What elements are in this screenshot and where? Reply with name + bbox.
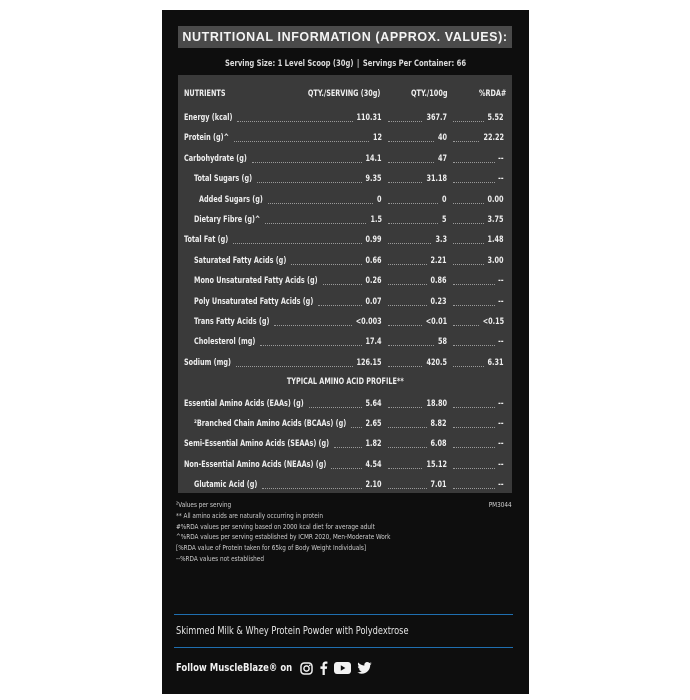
dotted-leader bbox=[309, 407, 362, 408]
nutrient-name: Total Fat (g) bbox=[184, 235, 229, 246]
qty-100g: 7.01 bbox=[430, 480, 447, 491]
dotted-leader bbox=[453, 366, 484, 367]
nutrient-name: Essential Amino Acids (EAAs) (g) bbox=[184, 398, 304, 409]
qty-100g: 40 bbox=[437, 133, 447, 144]
serving-separator: | bbox=[356, 59, 360, 69]
qty-100g: 18.80 bbox=[426, 398, 447, 409]
rda-value: 6.31 bbox=[487, 357, 504, 368]
table-row bbox=[178, 172, 512, 186]
dotted-leader bbox=[388, 468, 422, 469]
dotted-leader bbox=[234, 141, 369, 142]
footnote: #%RDA values per serving based on 2000 kcal diet for average adult bbox=[176, 521, 375, 531]
table-row bbox=[178, 356, 512, 370]
qty-serving: 126.15 bbox=[356, 357, 382, 368]
rda-value: 3.00 bbox=[487, 255, 504, 266]
header-qty-100g: QTY./100g bbox=[410, 89, 447, 99]
dotted-leader bbox=[236, 366, 353, 367]
dotted-leader bbox=[453, 488, 495, 489]
dotted-leader bbox=[331, 468, 362, 469]
header-rda: %RDA# bbox=[478, 89, 506, 99]
nutrient-name: Cholesterol (mg) bbox=[194, 337, 256, 348]
dotted-leader bbox=[453, 223, 484, 224]
dotted-leader bbox=[388, 284, 427, 285]
dotted-leader bbox=[237, 121, 352, 122]
table-row bbox=[178, 397, 512, 411]
qty-100g: 0.86 bbox=[430, 276, 447, 287]
qty-serving: 2.65 bbox=[365, 419, 382, 429]
qty-100g: 31.18 bbox=[426, 174, 447, 185]
nutrient-name: Non-Essential Amino Acids (NEAAs) (g) bbox=[184, 459, 327, 470]
dotted-leader bbox=[388, 182, 422, 183]
panel-title: NUTRITIONAL INFORMATION (APPROX. VALUES): bbox=[178, 26, 512, 48]
servings-per-container: Servings Per Container: 66 bbox=[362, 59, 467, 69]
table-row bbox=[178, 335, 512, 349]
dotted-leader bbox=[453, 427, 495, 428]
dotted-leader bbox=[453, 345, 495, 346]
footnote: ²Values per serving bbox=[176, 500, 232, 509]
qty-100g: 2.21 bbox=[430, 255, 447, 266]
table-row bbox=[178, 193, 512, 207]
qty-serving: 1.82 bbox=[365, 439, 382, 450]
dotted-leader bbox=[453, 305, 495, 306]
qty-serving: 17.4 bbox=[365, 337, 382, 348]
nutrient-name: Mono Unsaturated Fatty Acids (g) bbox=[194, 276, 318, 287]
dotted-leader bbox=[265, 223, 366, 224]
table-row bbox=[178, 254, 512, 268]
qty-serving: 0.66 bbox=[365, 255, 382, 266]
header-qty-serving: QTY./SERVING (30g) bbox=[307, 89, 380, 99]
qty-100g: 367.7 bbox=[426, 113, 447, 123]
dotted-leader bbox=[388, 325, 422, 326]
qty-serving: 4.54 bbox=[365, 459, 382, 470]
dotted-leader bbox=[388, 407, 422, 408]
table-row bbox=[178, 274, 512, 288]
qty-100g: 3.3 bbox=[435, 235, 447, 246]
table-row bbox=[178, 478, 512, 492]
footnote: [%RDA value of Protein taken for 65kg of Body Weight Individuals] bbox=[176, 543, 367, 553]
rda-value: 5.52 bbox=[487, 113, 504, 123]
nutrient-name: Dietary Fibre (g)^ bbox=[194, 215, 261, 225]
qty-serving: 0.99 bbox=[365, 235, 382, 246]
header-nutrients: NUTRIENTS bbox=[184, 89, 226, 99]
qty-100g: 47 bbox=[437, 153, 447, 164]
dotted-leader bbox=[388, 447, 427, 448]
nutrition-table bbox=[178, 75, 512, 493]
table-row bbox=[178, 315, 512, 329]
nutrient-name: Trans Fatty Acids (g) bbox=[194, 317, 270, 327]
footnote: --%RDA values not established bbox=[176, 553, 264, 563]
footnotes bbox=[176, 500, 516, 565]
rda-value: 1.48 bbox=[487, 235, 504, 246]
dotted-leader bbox=[334, 447, 362, 448]
follow-text: Follow MuscleBlaze® on bbox=[176, 662, 293, 674]
dotted-leader bbox=[388, 223, 438, 224]
dotted-leader bbox=[453, 203, 484, 204]
qty-100g: 6.08 bbox=[430, 439, 447, 450]
qty-100g: 5 bbox=[442, 215, 447, 225]
rda-value: 0.00 bbox=[487, 194, 504, 205]
rda-value: 22.22 bbox=[483, 133, 504, 144]
dotted-leader bbox=[388, 488, 427, 489]
dotted-leader bbox=[274, 325, 352, 326]
dotted-leader bbox=[453, 121, 484, 122]
table-row bbox=[178, 295, 512, 309]
dotted-leader bbox=[453, 407, 495, 408]
qty-100g: 0.23 bbox=[430, 296, 447, 307]
follow-section bbox=[176, 660, 378, 676]
nutrient-name: Total Sugars (g) bbox=[194, 174, 253, 185]
twitter-icon[interactable] bbox=[357, 662, 372, 674]
nutrition-panel bbox=[162, 10, 529, 694]
table-row bbox=[178, 417, 512, 431]
qty-serving: <0.003 bbox=[356, 317, 382, 327]
dotted-leader bbox=[257, 182, 362, 183]
table-row bbox=[178, 233, 512, 247]
nutrient-name: Carbohydrate (g) bbox=[184, 153, 247, 164]
nutrient-name: Added Sugars (g) bbox=[199, 194, 263, 205]
rda-value: -- bbox=[498, 398, 504, 409]
qty-serving: 2.10 bbox=[365, 480, 382, 491]
dotted-leader bbox=[318, 305, 362, 306]
table-row bbox=[178, 213, 512, 227]
table-row bbox=[178, 111, 512, 125]
dotted-leader bbox=[388, 345, 434, 346]
dotted-leader bbox=[291, 264, 362, 265]
rda-value: -- bbox=[498, 480, 504, 491]
dotted-leader bbox=[388, 366, 422, 367]
dotted-leader bbox=[453, 162, 495, 163]
dotted-leader bbox=[233, 243, 362, 244]
rda-value: <0.15 bbox=[482, 317, 504, 327]
dotted-leader bbox=[388, 203, 438, 204]
qty-serving: 14.1 bbox=[365, 153, 382, 164]
rda-value: 3.75 bbox=[487, 215, 504, 225]
dotted-leader bbox=[388, 141, 434, 142]
dotted-leader bbox=[453, 264, 484, 265]
footnote: ^%RDA values per serving established by ICMR 2020, Men-Moderate Work bbox=[176, 532, 391, 542]
rda-value: -- bbox=[498, 174, 504, 185]
qty-100g: <0.01 bbox=[425, 317, 447, 327]
table-row bbox=[178, 152, 512, 166]
nutrient-name: ²Branched Chain Amino Acids (BCAAs) (g) bbox=[194, 419, 347, 429]
qty-serving: 12 bbox=[372, 133, 382, 144]
qty-100g: 58 bbox=[437, 337, 447, 348]
dotted-leader bbox=[388, 427, 427, 428]
dotted-leader bbox=[388, 243, 431, 244]
footnote: ** All amino acids are naturally occurring in protein bbox=[176, 510, 323, 520]
nutrient-name: Saturated Fatty Acids (g) bbox=[194, 255, 287, 266]
qty-100g: 0 bbox=[442, 194, 447, 205]
dotted-leader bbox=[453, 447, 495, 448]
serving-size: Serving Size: 1 Level Scoop (30g) bbox=[224, 59, 354, 69]
qty-serving: 9.35 bbox=[365, 174, 382, 185]
nutrient-name: Semi-Essential Amino Acids (SEAAs) (g) bbox=[184, 439, 330, 450]
qty-100g: 8.82 bbox=[430, 419, 447, 429]
divider-bottom bbox=[174, 647, 513, 648]
product-code: PM3044 bbox=[489, 500, 512, 509]
dotted-leader bbox=[453, 182, 495, 183]
qty-100g: 420.5 bbox=[426, 357, 447, 368]
dotted-leader bbox=[262, 488, 362, 489]
serving-info bbox=[188, 59, 504, 69]
dotted-leader bbox=[323, 284, 362, 285]
qty-100g: 15.12 bbox=[426, 459, 447, 470]
table-header bbox=[178, 87, 512, 101]
nutrient-name: Sodium (mg) bbox=[184, 357, 231, 368]
facebook-icon[interactable] bbox=[319, 661, 328, 675]
table-row bbox=[178, 437, 512, 451]
qty-serving: 110.31 bbox=[356, 113, 382, 123]
qty-serving: 5.64 bbox=[365, 398, 382, 409]
dotted-leader bbox=[453, 243, 484, 244]
qty-serving: 0 bbox=[377, 194, 382, 205]
rda-value: -- bbox=[498, 337, 504, 348]
divider-top bbox=[174, 614, 513, 615]
dotted-leader bbox=[388, 162, 434, 163]
dotted-leader bbox=[453, 284, 495, 285]
rda-value: -- bbox=[498, 439, 504, 450]
dotted-leader bbox=[351, 427, 362, 428]
nutrient-name: Protein (g)^ bbox=[184, 133, 230, 144]
table-row bbox=[178, 458, 512, 472]
dotted-leader bbox=[260, 345, 362, 346]
dotted-leader bbox=[453, 468, 495, 469]
amino-profile-title bbox=[178, 375, 512, 389]
youtube-icon[interactable] bbox=[334, 662, 351, 674]
nutrient-name: Glutamic Acid (g) bbox=[194, 480, 258, 491]
rda-value: -- bbox=[498, 153, 504, 164]
dotted-leader bbox=[252, 162, 362, 163]
dotted-leader bbox=[268, 203, 374, 204]
table-row bbox=[178, 131, 512, 145]
nutrient-name: Poly Unsaturated Fatty Acids (g) bbox=[194, 296, 314, 307]
instagram-icon[interactable] bbox=[300, 662, 313, 675]
qty-serving: 0.07 bbox=[365, 296, 382, 307]
product-description: Skimmed Milk & Whey Protein Powder with Polydextrose bbox=[176, 626, 409, 637]
rda-value: -- bbox=[498, 296, 504, 307]
dotted-leader bbox=[388, 121, 422, 122]
amino-profile-title-text: TYPICAL AMINO ACID PROFILE** bbox=[286, 377, 404, 388]
nutrient-name: Energy (kcal) bbox=[184, 113, 233, 123]
dotted-leader bbox=[388, 305, 427, 306]
qty-serving: 1.5 bbox=[370, 215, 382, 225]
rda-value: -- bbox=[498, 459, 504, 470]
qty-serving: 0.26 bbox=[365, 276, 382, 287]
dotted-leader bbox=[453, 141, 479, 142]
rda-value: -- bbox=[498, 276, 504, 287]
dotted-leader bbox=[453, 325, 479, 326]
rda-value: -- bbox=[498, 419, 504, 429]
dotted-leader bbox=[388, 264, 427, 265]
